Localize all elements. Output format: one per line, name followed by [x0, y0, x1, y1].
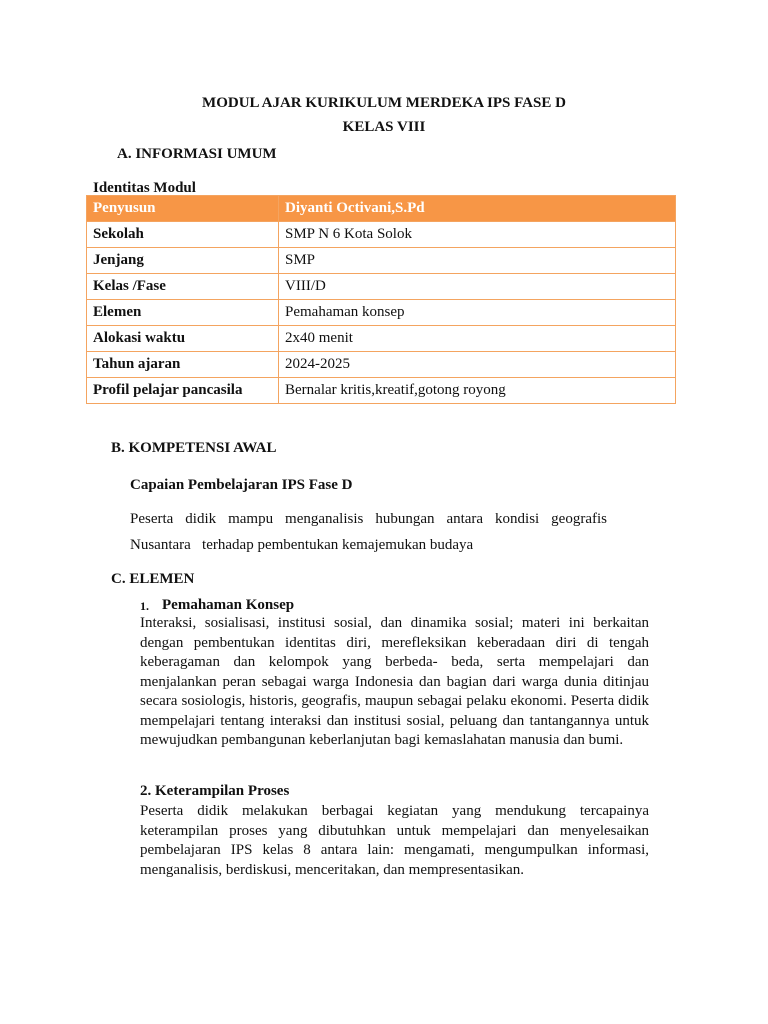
table-row	[87, 196, 676, 222]
row-value: 2x40 menit	[279, 326, 676, 352]
table-row	[87, 326, 676, 352]
item-1-number: 1.	[140, 599, 149, 613]
row-value: 2024-2025	[279, 352, 676, 378]
row-value: Pemahaman konsep	[279, 300, 676, 326]
row-value: Diyanti Octivani,S.Pd	[279, 196, 676, 222]
section-b-heading: B. KOMPETENSI AWAL	[111, 440, 277, 456]
table-row	[87, 274, 676, 300]
row-label: Kelas /Fase	[87, 274, 279, 300]
item-2-paragraph: Peserta didik melakukan berbagai kegiatan yang mendukung tercapainya keterampilan proses yang dibutuhkan untuk mempelajari dan menyelesaikan pembelajaran IPS kelas 8 antara lain: mengamati, mengumpulkan informasi, menganalisis, berdiskusi, menceritakan, dan mempresentasikan.	[140, 803, 649, 878]
module-identity-table	[86, 195, 676, 404]
row-label: Penyusun	[87, 196, 279, 222]
table-row	[87, 352, 676, 378]
table-row	[87, 378, 676, 404]
document-subtitle: KELAS VIII	[342, 119, 426, 135]
table-row	[87, 222, 676, 248]
row-label: Profil pelajar pancasila	[87, 378, 279, 404]
item-1-title: Pemahaman Konsep	[162, 597, 295, 613]
row-value: SMP N 6 Kota Solok	[279, 222, 676, 248]
section-a-heading: A. INFORMASI UMUM	[117, 146, 277, 162]
row-value: SMP	[279, 248, 676, 274]
row-label: Elemen	[87, 300, 279, 326]
row-value: Bernalar kritis,kreatif,gotong royong	[279, 378, 676, 404]
item-1-paragraph: Interaksi, sosialisasi, institusi sosial, dan dinamika sosial; materi ini berkaitan dengan pembentukan identitas diri, merefleksikan keberadaan diri di tengah keberagaman dan kelompok yang berbeda- beda, serta mempelajari dan menjalankan peran sebagai warga Indonesia dan bagian dari warga dunia ditinjau secara sosiologis, historis, geografis, maupun sebagai pelaku ekonomi. Peserta didik mempelajari tentang interaksi dan institusi sosial, peluang dan tantangannya untuk mewujudkan pembangunan keberlanjutan bagi kemaslahatan manusia dan bumi.	[140, 615, 649, 748]
identity-heading: Identitas Modul	[93, 180, 196, 196]
table-row	[87, 248, 676, 274]
learning-outcome-line-1: Peserta didik mampu menganalisis hubungan antara kondisi geografis	[130, 511, 607, 527]
section-c-heading: C. ELEMEN	[111, 571, 195, 587]
row-label: Alokasi waktu	[87, 326, 279, 352]
row-label: Tahun ajaran	[87, 352, 279, 378]
table-row	[87, 300, 676, 326]
learning-outcome-heading: Capaian Pembelajaran IPS Fase D	[130, 477, 353, 493]
document-title: MODUL AJAR KURIKULUM MERDEKA IPS FASE D	[202, 95, 566, 111]
item-2-title: 2. Keterampilan Proses	[140, 783, 290, 799]
row-value: VIII/D	[279, 274, 676, 300]
row-label: Jenjang	[87, 248, 279, 274]
learning-outcome-line-2: Nusantara terhadap pembentukan kemajemukan budaya	[130, 537, 474, 553]
row-label: Sekolah	[87, 222, 279, 248]
